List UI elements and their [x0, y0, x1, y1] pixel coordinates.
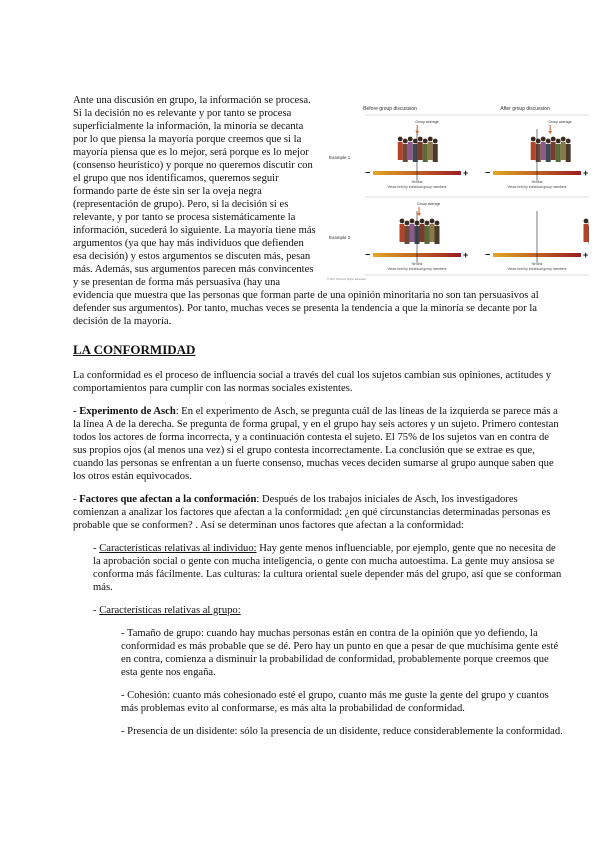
- neutral-label: Neutral: [531, 180, 543, 184]
- person-body: [435, 226, 440, 244]
- col-after-label: After group discussion: [500, 106, 550, 112]
- group-polarization-figure: [325, 99, 589, 281]
- group-item-dissenter: - Presencia de un disidente: sólo la presencia de un disidente, reduce considerablemente la conformidad.: [121, 726, 563, 737]
- axis-caption: Views held by individual group members: [507, 185, 567, 189]
- neutral-label: Neutral: [411, 180, 423, 184]
- intro-paragraph: Ante una discusión en grupo, la información se procesa. Si la decisión no es relevante y por tanto se procesa superficialmente la información, la minoría se decanta por lo que piensa la mayoría porque creemos que si la mayoría piensa que es lo mejor, será porque es lo mejor (consenso heurístico) y porque no queremos discutir con el grupo que nos identificamos, queremos seguir formando parte de éste sin ser la oveja negra (representación de grupo). Pero, si la decisión si es relevante, y por tanto se procesa sistemáticamente la información, sucederá lo siguiente. La mayoría tiene más argumentos (ya que hay más individuos que defienden esa decisión) y estos argumentos se discuten más, pesan más. Además, sus argumentos parecen más convincentes y se presentan de forma más persuasiva (hay una evidencia que muestra que las personas que forman parte de una opinión minoritaria no son tan persuasivos al defender sus argumentos). Por tanto, muchas veces se presenta la tendencia a que la minoría se decante por la decisión de la mayoría.: [73, 95, 539, 327]
- minus-sign: −: [485, 249, 491, 260]
- person-body: [430, 224, 435, 242]
- factors-paragraph: [73, 493, 563, 532]
- plus-sign: +: [583, 250, 589, 260]
- row2-label: Example 2: [329, 235, 351, 240]
- row1-label: Example 1: [329, 155, 351, 160]
- person-body: [584, 224, 589, 242]
- minus-sign: −: [365, 249, 371, 260]
- person-body: [551, 142, 556, 160]
- arrow-icon: [418, 207, 421, 215]
- person-head: [584, 219, 589, 224]
- person-body: [400, 224, 405, 242]
- person-body: [420, 224, 425, 242]
- person-body: [589, 226, 590, 244]
- person-body: [546, 144, 551, 162]
- person-head: [561, 137, 566, 142]
- person-head: [425, 221, 430, 226]
- person-head: [433, 139, 438, 144]
- person-head: [423, 139, 428, 144]
- neutral-label: Neutral: [531, 262, 543, 266]
- document-page: [73, 94, 589, 748]
- group-item-size: - Tamaño de grupo: cuando hay muchas personas están en contra de la opinión que yo defiendo, la conformidad es más probable que se dé. Pero hay un punto en que a pesar de que muchísima gente esté en contra, comienza a disminuir la probabilidad de conformidad, probablemente porque creemos que esta gente nos engaña.: [121, 628, 559, 678]
- person-body: [541, 142, 546, 160]
- group-average-label: Group average: [415, 120, 439, 124]
- arrow-icon: [416, 125, 419, 133]
- person-head: [435, 221, 440, 226]
- bullet: -: [93, 543, 100, 554]
- person-head: [420, 219, 425, 224]
- person-head: [531, 137, 536, 142]
- person-head: [546, 139, 551, 144]
- person-body: [566, 144, 571, 162]
- group-title: Características relativas al grupo:: [99, 605, 241, 616]
- group-item-cohesion: - Cohesión: cuanto más cohesionado esté el grupo, cuanto más me guste la gente del grupo y cuantos más problemas evito al conformarse, es más alta la probabilidad de conformidad.: [121, 690, 549, 714]
- person-body: [403, 144, 408, 162]
- group-average-label: Group average: [548, 120, 572, 124]
- figure-credit: © 2007 Thomson Higher Education: [327, 278, 367, 281]
- person-body: [556, 144, 561, 162]
- person-head: [408, 137, 413, 142]
- person-head: [566, 139, 571, 144]
- person-body: [428, 142, 433, 160]
- person-body: [561, 142, 566, 160]
- bullet: -: [73, 494, 80, 505]
- person-body: [423, 144, 428, 162]
- group-heading-paragraph: [93, 604, 563, 617]
- minus-sign: −: [485, 167, 491, 178]
- section-heading: LA CONFORMIDAD: [73, 342, 196, 357]
- person-body: [425, 226, 430, 244]
- bullet: -: [93, 605, 100, 616]
- axis-caption: Views held by individual group members: [387, 185, 447, 189]
- factors-title: Factores que afectan a la conformación: [79, 494, 257, 505]
- plus-sign: +: [583, 168, 589, 178]
- person-body: [531, 142, 536, 160]
- individual-text: Hay gente menos influenciable, por ejemplo, gente que no necesita de la aprobación social o gente con mucha inteligencia, o gente con mucha autoestima. La gente muy ansiosa se conforma más fácilmente. Las culturas: la cultura oriental suele depender más del grupo, así que se conforman más.: [93, 543, 562, 593]
- axis-caption: Views held by individual group members: [387, 267, 447, 271]
- person-body: [536, 144, 541, 162]
- factors-text: : Después de los trabajos iniciales de Asch, los investigadores comienzan a analizar los factores que afectan a la conformidad: ¿en qué circunstancias determinadas personas es probable que se conformen? . Así se determinan unos factores que afectan a la conformidad:: [73, 494, 551, 531]
- minus-sign: −: [365, 167, 371, 178]
- person-body: [433, 144, 438, 162]
- person-head: [428, 137, 433, 142]
- bullet: -: [73, 406, 80, 417]
- person-head: [430, 219, 435, 224]
- person-head: [556, 139, 561, 144]
- person-head: [410, 219, 415, 224]
- person-body: [408, 142, 413, 160]
- person-head: [405, 221, 410, 226]
- person-head: [403, 139, 408, 144]
- person-head: [418, 137, 423, 142]
- asch-title: Experimento de Asch: [79, 406, 176, 417]
- arrow-icon: [549, 125, 552, 133]
- person-body: [410, 224, 415, 242]
- col-before-label: Before group discussion: [363, 106, 417, 112]
- person-head: [536, 139, 541, 144]
- person-head: [541, 137, 546, 142]
- individual-title: Características relativas al individuo:: [99, 543, 257, 554]
- person-body: [405, 226, 410, 244]
- plus-sign: +: [463, 250, 469, 260]
- person-body: [418, 142, 423, 160]
- asch-paragraph: [73, 405, 563, 483]
- group-average-label: Group average: [417, 202, 441, 206]
- axis-caption: Views held by individual group members: [507, 267, 567, 271]
- person-head: [400, 219, 405, 224]
- plus-sign: +: [463, 168, 469, 178]
- definition-paragraph: La conformidad es el proceso de influencia social a través del cual los sujetos cambian sus opiniones, actitudes y comportamientos para cumplir con las normas sociales existentes.: [73, 370, 552, 394]
- asch-text: : En el experimento de Asch, se pregunta cuál de las líneas de la izquierda se parece más a la línea A de la derecha. Se pregunta de forma grupal, y en el grupo hay seis actores y un sujeto. Primero contestan todos los actores de forma incorrecta, y a continuación contesta el sujeto. El 75% de los sujetos van en contra de sus propios ojos (al menos una vez) si el grupo contesta incorrectamente. La conclusión que se extrae es que, cuando las personas se enfrentan a un fuerte consenso, muchas veces deciden sumarse al grupo aunque saben que los otros están equivocados.: [73, 406, 559, 482]
- person-body: [398, 142, 403, 160]
- person-head: [398, 137, 403, 142]
- individual-paragraph: [93, 542, 563, 594]
- person-head: [551, 137, 556, 142]
- neutral-label: Neutral: [411, 262, 423, 266]
